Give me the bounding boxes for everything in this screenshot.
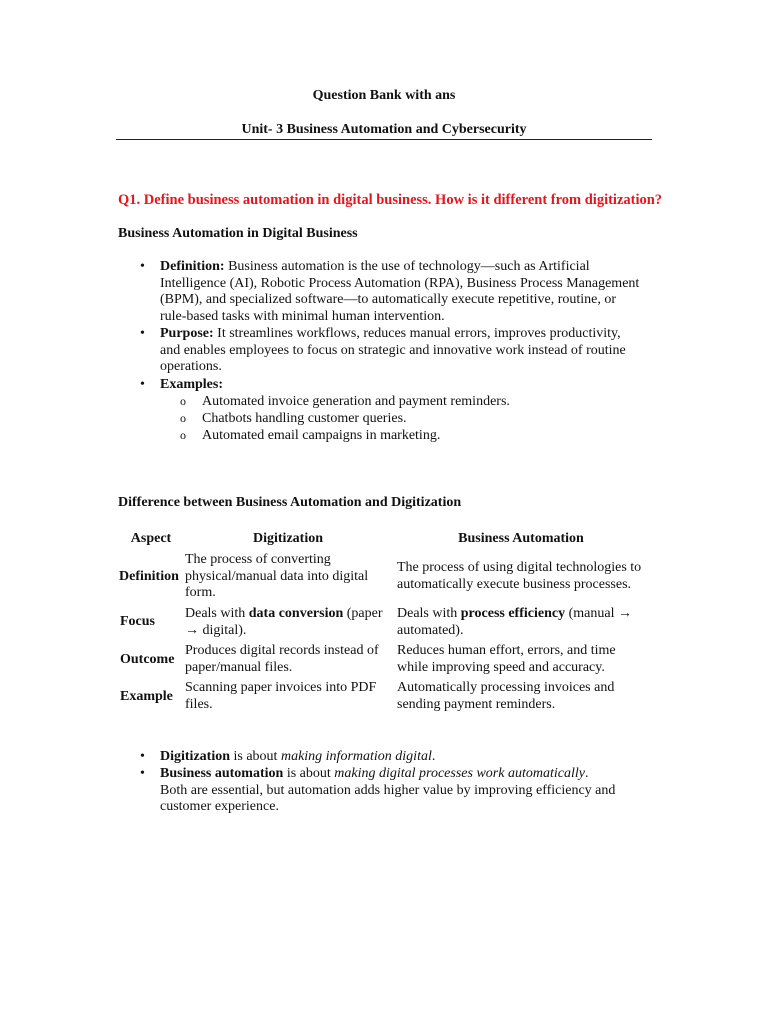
row-label-outcome: Outcome [120,652,175,667]
cell-text: (paper [343,606,383,621]
summary-bullet-digitization [140,749,652,766]
circle-bullet-icon: o [180,428,186,442]
cell-text: Deals with [185,606,249,621]
cell-line: automatically execute business processes. [397,576,632,592]
unit-title: Unit- 3 Business Automation and Cybersecurity [241,122,527,137]
bullet-definition [140,259,652,325]
row-label-definition: Definition [119,569,179,584]
section-heading-difference: Difference between Business Automation and Digitization [118,495,462,510]
example-item [180,428,662,445]
table-header-aspect: Aspect [130,531,172,546]
example-item [180,411,662,428]
table-header-digitization: Digitization [253,531,323,546]
circle-bullet-icon: o [180,411,186,425]
document-title: Question Bank with ans [312,88,456,103]
title-divider [116,139,652,140]
bullet-icon: • [140,766,145,781]
bullet-examples [140,377,652,394]
bullet-icon: • [140,326,145,341]
cell-digitization [185,680,390,713]
cell-line: form. [185,585,216,601]
cell-digitization [185,606,390,639]
purpose-text-line: and enables employees to focus on strategic and innovative work instead of routine [160,342,626,358]
circle-bullet-icon: o [180,394,186,408]
cell-line: paper/manual files. [185,659,293,675]
cell-text: Deals with [397,606,461,621]
summary-bold: Business automation [160,766,284,781]
question-heading: Q1. Define business automation in digital business. How is it different from digitization? [118,192,663,208]
cell-line: Automatically processing invoices and [397,680,615,695]
section-heading-automation: Business Automation in Digital Business [118,226,358,241]
purpose-label: Purpose: [160,326,214,341]
purpose-text-line: It streamlines workflows, reduces manual errors, improves productivity, [213,326,621,341]
purpose-text-line: operations. [160,359,222,375]
definition-text-line: rule-based tasks with minimal human intervention. [160,308,445,324]
summary-italic: making information digital [280,749,432,764]
summary-italic: making digital processes work automatically [334,766,585,781]
bullet-icon: • [140,749,145,764]
bullet-icon: • [140,259,145,274]
definition-text-line: Business automation is the use of technology—such as Artificial [224,259,590,274]
cell-line: The process of converting [185,552,331,567]
table-header-automation: Business Automation [458,531,584,546]
cell-line: files. [185,696,213,712]
example-item [180,394,662,411]
cell-digitization [185,643,390,676]
cell-line: physical/manual data into digital [185,568,369,584]
cell-line: Scanning paper invoices into PDF [185,680,377,695]
summary-text: . [584,766,589,781]
definition-label: Definition: [160,259,225,274]
definition-text-line: Intelligence (AI), Robotic Process Automation (RPA), Business Process Management [160,275,640,291]
cell-line: Produces digital records instead of [185,643,379,658]
cell-line: → digital). [185,622,247,638]
cell-line: while improving speed and accuracy. [397,659,605,675]
examples-label: Examples: [160,377,223,392]
summary-closing-line: Both are essential, but automation adds higher value by improving efficiency and [160,782,616,798]
bullet-purpose [140,326,652,376]
cell-line: sending payment reminders. [397,696,556,712]
cell-text: (manual → [565,606,632,621]
summary-bullet-automation [140,766,652,816]
cell-line: Reduces human effort, errors, and time [397,643,616,658]
cell-automation [397,680,652,713]
summary-text: is about [283,766,335,781]
summary-text: . [431,749,436,764]
cell-line: The process of using digital technologies to [397,560,642,575]
example-text: Automated invoice generation and payment reminders. [202,394,510,409]
bullet-icon: • [140,377,145,392]
row-label-focus: Focus [120,614,155,629]
summary-bold: Digitization [160,749,230,764]
summary-text: is about [230,749,281,764]
example-text: Chatbots handling customer queries. [202,411,407,426]
cell-automation [397,560,652,593]
example-text: Automated email campaigns in marketing. [202,428,441,443]
summary-closing-line: customer experience. [160,799,279,815]
cell-digitization [185,552,390,602]
cell-line: automated). [397,622,464,638]
row-label-example: Example [120,689,173,704]
definition-text-line: (BPM), and specialized software—to automatically execute repetitive, routine, or [160,292,617,308]
cell-bold-text: process efficiency [460,606,566,621]
cell-bold-text: data conversion [248,606,344,621]
cell-automation [397,643,652,676]
cell-automation [397,606,652,639]
